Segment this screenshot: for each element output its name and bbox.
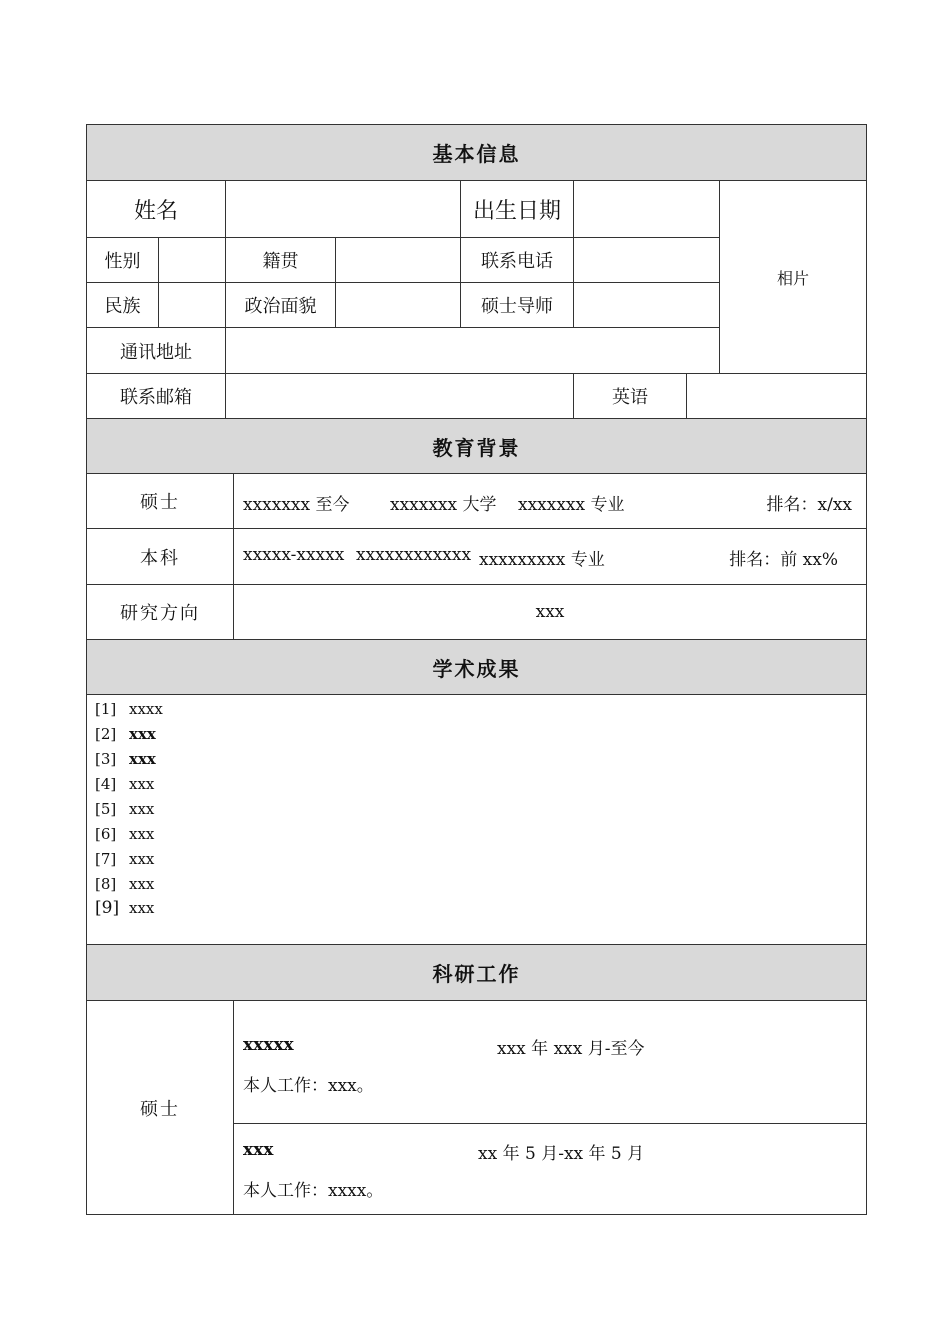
research-entry-2-period: xx 年 5 月-xx 年 5 月 — [478, 1144, 645, 1164]
political-status-label: 政治面貌 — [225, 282, 336, 328]
birth-date-label: 出生日期 — [460, 180, 574, 238]
research-direction-value: xxx — [233, 584, 867, 640]
research-entry-1 — [233, 1000, 867, 1124]
photo-cell[interactable] — [719, 180, 867, 374]
edu-master-period: xxxxxxx 至今 — [243, 495, 350, 515]
list-item: [8] xxx — [95, 875, 155, 893]
list-item: [4] xxx — [95, 775, 155, 793]
list-item: [7] xxx — [95, 850, 155, 868]
research-work-header: 科研工作 — [86, 944, 867, 1001]
photo-label: 相片 — [776, 268, 809, 288]
list-item: [5] xxx — [95, 800, 155, 818]
phone-value-cell[interactable] — [573, 237, 720, 283]
research-entry-2-desc: 本人工作：xxxx。 — [243, 1181, 384, 1201]
phone-label: 联系电话 — [460, 237, 574, 283]
edu-bachelor-school: xxxxxxxxxxxx — [356, 545, 472, 565]
edu-row-master — [233, 473, 867, 529]
research-work-degree: 硕士 — [86, 1000, 234, 1215]
research-direction-label: 研究方向 — [86, 584, 234, 640]
basic-info-header: 基本信息 — [86, 124, 867, 181]
research-entry-2 — [233, 1123, 867, 1215]
edu-degree-master: 硕士 — [86, 473, 234, 529]
list-item: [9] xxx — [95, 898, 155, 918]
research-entry-1-period: xxx 年 xxx 月-至今 — [497, 1039, 645, 1059]
list-item: [1] xxxx — [95, 700, 163, 718]
edu-row-bachelor — [233, 528, 867, 585]
ethnicity-label: 民族 — [86, 282, 159, 328]
edu-degree-bachelor: 本科 — [86, 528, 234, 585]
list-item: [6] xxx — [95, 825, 155, 843]
edu-master-rank: 排名：x/xx — [766, 495, 852, 515]
email-value-cell[interactable] — [225, 373, 574, 419]
native-place-value-cell[interactable] — [335, 237, 461, 283]
ethnicity-value-cell[interactable] — [158, 282, 226, 328]
edu-bachelor-rank: 排名：前 xx% — [729, 550, 838, 570]
native-place-label: 籍贯 — [225, 237, 336, 283]
edu-master-school: xxxxxxx 大学 — [390, 495, 497, 515]
list-item: [3] xxx — [95, 750, 156, 768]
achievements-body — [86, 694, 867, 945]
birth-date-value-cell[interactable] — [573, 180, 720, 238]
list-item: [2] xxx — [95, 725, 156, 743]
name-value-cell[interactable] — [225, 180, 461, 238]
research-entry-2-project: xxx — [243, 1140, 274, 1160]
address-label: 通讯地址 — [86, 327, 226, 374]
gender-value-cell[interactable] — [158, 237, 226, 283]
address-value-cell[interactable] — [225, 327, 720, 374]
gender-label: 性别 — [86, 237, 159, 283]
achievements-header: 学术成果 — [86, 639, 867, 695]
research-entry-1-project: xxxxx — [243, 1035, 294, 1055]
edu-master-major: xxxxxxx 专业 — [518, 495, 625, 515]
research-entry-1-desc: 本人工作：xxx。 — [243, 1076, 374, 1096]
advisor-value-cell[interactable] — [573, 282, 720, 328]
english-label: 英语 — [573, 373, 687, 419]
name-label: 姓名 — [86, 180, 226, 238]
political-status-value-cell[interactable] — [335, 282, 461, 328]
edu-bachelor-major: xxxxxxxxx 专业 — [479, 550, 605, 570]
english-value-cell[interactable] — [686, 373, 867, 419]
advisor-label: 硕士导师 — [460, 282, 574, 328]
email-label: 联系邮箱 — [86, 373, 226, 419]
edu-bachelor-period: xxxxx-xxxxx — [243, 545, 345, 565]
education-header: 教育背景 — [86, 418, 867, 474]
